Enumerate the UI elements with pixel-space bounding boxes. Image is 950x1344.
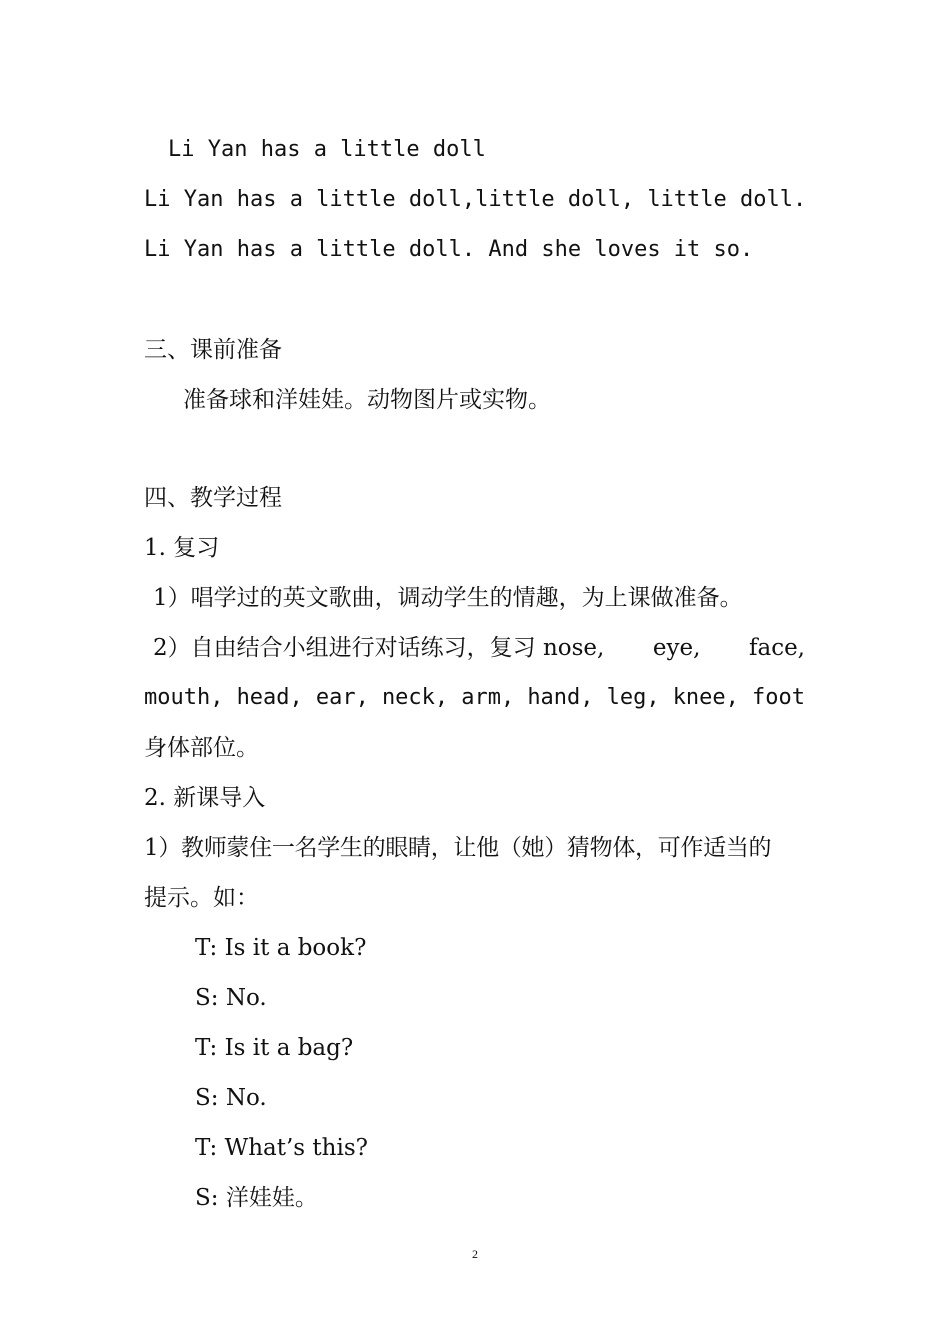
step-1-heading: 1. 复习 (144, 535, 220, 561)
song-title: Li Yan has a little doll (168, 137, 486, 162)
step-1-item-2-line-2 (144, 684, 805, 712)
review-word: arm, (461, 685, 515, 710)
review-word: ear, (315, 685, 369, 710)
review-word: eye, (652, 635, 701, 661)
review-word: hand, (527, 685, 594, 710)
dialogue-line: T: What’s this? (195, 1135, 368, 1161)
song-line-1: Li Yan has a little doll,little doll, little doll. (144, 187, 807, 212)
dialogue-line: S: 洋娃娃。 (195, 1185, 318, 1211)
section-3-body: 准备球和洋娃娃。动物图片或实物。 (183, 387, 551, 413)
review-word: head, (236, 685, 303, 710)
step-2-heading: 2. 新课导入 (144, 785, 266, 811)
review-word: leg, (606, 685, 660, 710)
section-4-heading: 四、教学过程 (144, 485, 282, 511)
review-word: face, (748, 635, 805, 661)
review-words: 2）自由结合小组进行对话练习，复习 nose, (153, 635, 605, 661)
dialogue-line: S: No. (195, 1085, 267, 1111)
review-word: neck, (381, 685, 449, 710)
page-number: 2 (472, 1247, 478, 1261)
section-3-heading: 三、课前准备 (144, 337, 282, 363)
dialogue-line: T: Is it a book? (195, 935, 367, 961)
step-1-item-2-line-3: 身体部位。 (144, 735, 259, 761)
song-line-2: Li Yan has a little doll. And she loves it so. (144, 237, 754, 262)
step-1-item-1: 1）唱学过的英文歌曲，调动学生的情趣，为上课做准备。 (153, 585, 743, 611)
dialogue-line: T: Is it a bag? (195, 1035, 354, 1061)
review-word: foot (752, 685, 805, 710)
review-word: knee, (672, 685, 739, 710)
dialogue-line: S: No. (195, 985, 267, 1011)
step-2-item-1-line-1: 1）教师蒙住一名学生的眼睛，让他（她）猜物体，可作适当的 (144, 835, 772, 861)
step-1-item-2-line-1 (153, 634, 805, 662)
step-2-item-1-line-2: 提示。如： (144, 885, 259, 911)
review-word: mouth, (144, 685, 224, 710)
